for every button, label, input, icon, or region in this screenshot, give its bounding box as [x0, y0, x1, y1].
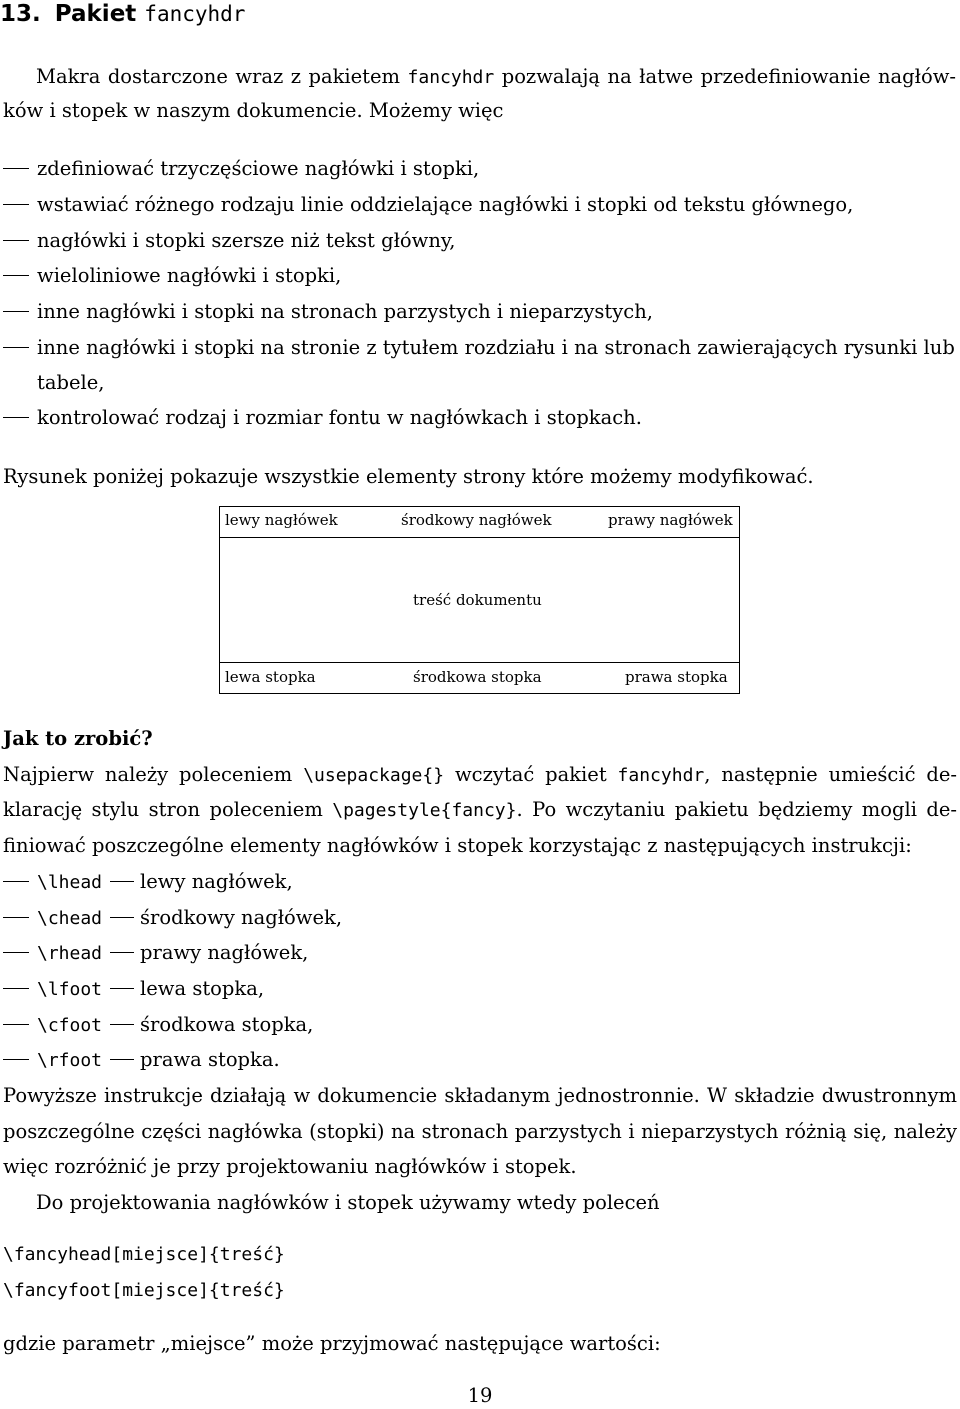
usepackage-code: \usepackage{}	[303, 765, 445, 786]
dash-icon	[3, 917, 29, 918]
page-number: 19	[467, 1384, 493, 1407]
intro-text-a: Makra dostarczone wraz z pakietem	[36, 65, 408, 88]
diagram-center-footer: środkowa stopka	[413, 668, 542, 686]
note-line-2: poszczególne części nagłówka (stopki) na stronach parzystych i nieparzystych różnią się, należy	[3, 1120, 957, 1143]
dash-icon	[3, 952, 29, 953]
howto-line-3: finiować poszczególne elementy nagłówków i stopek korzystając z następujących instrukcji:	[3, 834, 912, 857]
param-line: gdzie parametr „miejsce” może przyjmować następujące wartości:	[3, 1332, 661, 1355]
dash-icon	[3, 347, 29, 348]
command-item: \rfoot prawa stopka.	[3, 1047, 280, 1074]
dash-icon	[3, 168, 29, 169]
design-intro: Do projektowania nagłówków i stopek używamy wtedy poleceń	[36, 1191, 660, 1214]
dash-icon	[110, 917, 134, 918]
note-line-1: Powyższe instrukcje działają w dokumencie składanym jednostronnie. W składzie dwustronnym	[3, 1084, 957, 1107]
howto-heading: Jak to zrobić?	[3, 727, 153, 750]
section-title-code: fancyhdr	[144, 2, 246, 26]
command-item: \lhead lewy nagłówek,	[3, 869, 293, 896]
figure-intro: Rysunek poniżej pokazuje wszystkie elementy strony które możemy modyfikować.	[3, 465, 814, 488]
footer-rule	[219, 662, 740, 663]
list-item: wstawiać różnego rodzaju linie oddzielające nagłówki i stopki od tekstu głównego,	[3, 192, 853, 218]
dash-icon	[110, 1059, 134, 1060]
howto-line-1: Najpierw należy poleceniem \usepackage{} wczytać pakiet fancyhdr, następnie umieścić de-	[3, 763, 957, 786]
fancyhdr-code: fancyhdr	[617, 765, 705, 786]
command-item: \lfoot lewa stopka,	[3, 976, 264, 1003]
header-rule	[219, 537, 740, 538]
section-title-text: Pakiet	[54, 1, 145, 27]
list-item: wieloliniowe nagłówki i stopki,	[3, 263, 341, 289]
dash-icon	[110, 1024, 134, 1025]
intro-code: fancyhdr	[407, 67, 495, 88]
diagram-right-footer: prawa stopka	[625, 668, 728, 686]
dash-icon	[110, 952, 134, 953]
dash-icon	[3, 988, 29, 989]
diagram-left-footer: lewa stopka	[225, 668, 316, 686]
dash-icon	[3, 311, 29, 312]
dash-icon	[3, 881, 29, 882]
fancyfoot-code: \fancyfoot[miejsce]{treść}	[3, 1280, 285, 1301]
list-item: kontrolować rodzaj i rozmiar fontu w nagłówkach i stopkach.	[3, 405, 642, 431]
list-item: inne nagłówki i stopki na stronach parzystych i nieparzystych,	[3, 299, 653, 325]
dash-icon	[3, 204, 29, 205]
dash-icon	[3, 1059, 29, 1060]
dash-icon	[3, 1024, 29, 1025]
fancyhead-code: \fancyhead[miejsce]{treść}	[3, 1244, 285, 1265]
dash-icon	[110, 988, 134, 989]
diagram-left-header: lewy nagłówek	[225, 511, 338, 529]
intro-text-b: pozwalają na łatwe przedefiniowanie nagłów-	[494, 65, 956, 88]
intro-line-2: ków i stopek w naszym dokumencie. Możemy więc	[3, 99, 504, 122]
note-line-3: więc rozróżnić je przy projektowaniu nagłówków i stopek.	[3, 1155, 577, 1178]
dash-icon	[3, 240, 29, 241]
command-item: \rhead prawy nagłówek,	[3, 940, 308, 967]
dash-icon	[3, 275, 29, 276]
howto-line-2: klarację stylu stron poleceniem \pagestyle{fancy}. Po wczytaniu pakietu będziemy mogli de-	[3, 798, 957, 821]
dash-icon	[110, 881, 134, 882]
diagram-center-header: środkowy nagłówek	[401, 511, 552, 529]
section-number: 13.	[0, 1, 41, 27]
diagram-right-header: prawy nagłówek	[608, 511, 733, 529]
dash-icon	[3, 417, 29, 418]
list-item: nagłówki i stopki szersze niż tekst główny,	[3, 228, 456, 254]
pagestyle-code: \pagestyle{fancy}	[332, 800, 517, 821]
diagram-body: treść dokumentu	[413, 591, 542, 609]
list-item: zdefiniować trzyczęściowe nagłówki i stopki,	[3, 156, 479, 182]
section-heading	[0, 0, 245, 28]
command-item: \cfoot środkowa stopka,	[3, 1012, 313, 1039]
command-item: \chead środkowy nagłówek,	[3, 905, 342, 932]
list-item: inne nagłówki i stopki na stronie z tytułem rozdziału i na stronach zawierających rysunki lub	[3, 335, 955, 361]
list-item-continuation: tabele,	[37, 371, 105, 394]
intro-line-1	[36, 64, 956, 91]
